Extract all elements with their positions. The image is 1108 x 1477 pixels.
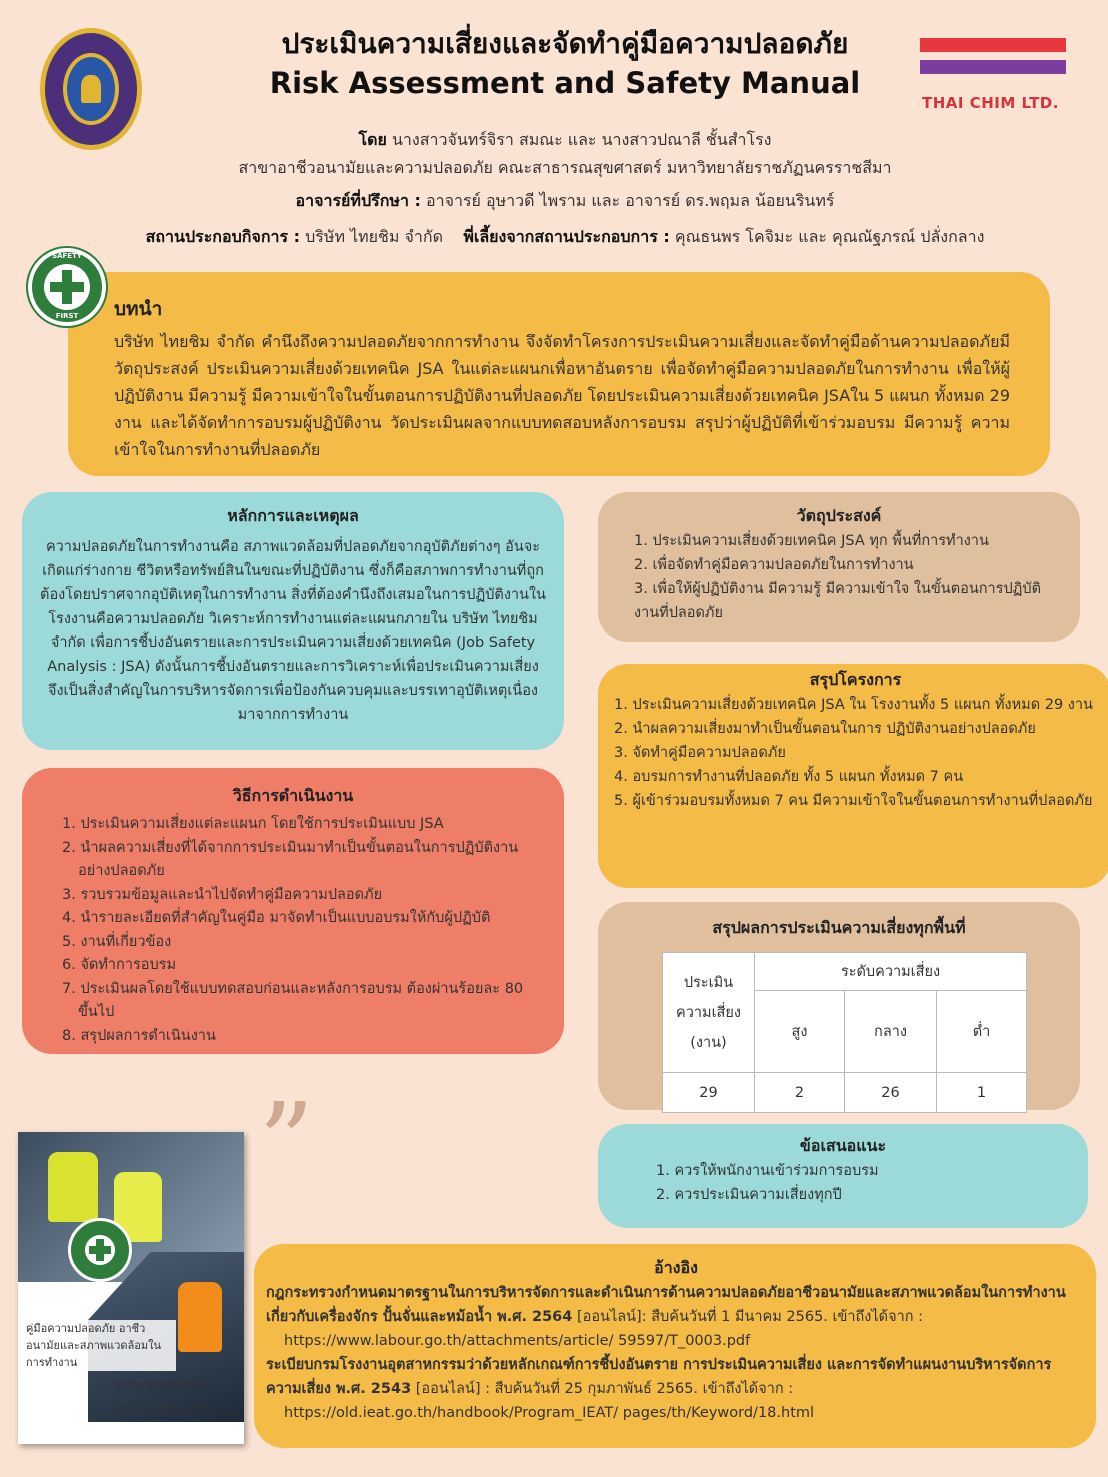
- authors-line: [60, 128, 1070, 153]
- manual-title: คู่มือความปลอดภัย อาชีวอนามัยและสภาพแวดล้อมในการทำงาน: [26, 1320, 176, 1371]
- recommendations-section: [598, 1124, 1088, 1228]
- summary-item: 1. ประเมินความเสี่ยงด้วยเทคนิค JSA ใน โรงงานทั้ง 5 แผนก ทั้งหมด 29 งาน: [614, 697, 1093, 713]
- reference-2-title: ระเบียบกรมโรงงานอุตสาหกรรมว่าด้วยหลักเกณฑ์การชี้บ่งอันตราย การประเมินความเสี่ยง และการจัดทำแผนงานบริหารจัดการความเสี่ยง พ.ศ. 2543: [266, 1357, 1052, 1397]
- reference-1-detail: [ออนไลน์]: สืบค้นวันที่ 1 มีนาคม 2565. เข้าถึงได้จาก :: [572, 1309, 924, 1325]
- company-logo-text: THAI CHIM LTD.: [922, 94, 1059, 112]
- page-title-english: Risk Assessment and Safety Manual: [269, 66, 861, 100]
- intro-section: [68, 272, 1050, 476]
- safety-manual-cover-image: [18, 1132, 244, 1444]
- table-header-assess: [663, 953, 755, 1073]
- company-name: บริษัท ไทยชิม จำกัด: [305, 227, 443, 246]
- company-label: สถานประกอบกิจการ :: [145, 227, 301, 246]
- manual-safety-badge-icon: [68, 1218, 132, 1282]
- assess-line-3: (งาน): [690, 1034, 727, 1051]
- table-header-high: สูง: [755, 991, 845, 1073]
- worker-vest-icon: [48, 1152, 98, 1222]
- recommendations-item: 2. ควรประเมินความเสี่ยงทุกปี: [656, 1187, 842, 1203]
- methods-item: 2. นำผลความเสี่ยงที่ได้จากการประเมินมาทำเป็นขั้นตอนในการปฏิบัติงานอย่างปลอดภัย: [62, 839, 519, 879]
- methods-item: 4. นำรายละเอียดที่สำคัญในคู่มือ มาจัดทำเป็นแบบอบรมให้กับผู้ปฏิบัติ: [62, 910, 491, 926]
- company-logo-purple-bar: [920, 60, 1066, 74]
- references-heading: อ้างอิง: [654, 1258, 698, 1277]
- objectives-item: 2. เพื่อจัดทำคู่มือความปลอดภัยในการทำงาน: [634, 557, 914, 573]
- table-cell-low: 1: [937, 1073, 1027, 1113]
- rationale-heading: หลักการและเหตุผล: [227, 506, 359, 525]
- table-cell-mid: 26: [845, 1073, 937, 1113]
- table-cell-assess: 29: [663, 1073, 755, 1113]
- objectives-heading: วัตถุประสงค์: [796, 506, 882, 525]
- results-section: [598, 902, 1080, 1110]
- author-names: นางสาวจันทร์จิรา สมณะ และ นางสาวปณาลี ชั้นสำโรง: [391, 130, 772, 149]
- recommendations-heading: ข้อเสนอแนะ: [799, 1136, 887, 1155]
- summary-item: 4. อบรมการทำงานที่ปลอดภัย ทั้ง 5 แผนก ทั้งหมด 7 คน: [614, 769, 964, 785]
- objectives-item: 3. เพื่อให้ผู้ปฏิบัติงาน มีความรู้ มีความเข้าใจ ในขั้นตอนการปฏิบัติงานที่ปลอดภัย: [634, 581, 1042, 621]
- reference-1-title: กฎกระทรวงกำหนดมาตรฐานในการบริหารจัดการและดำเนินการด้านความปลอดภัยอาชีวอนามัยและสภาพแวดล้อมในการทำงานเกี่ยวกับเครื่องจักร ปั้นจั่นและหม้อน้ำ พ.ศ. 2564: [266, 1285, 1066, 1325]
- intro-text: บริษัท ไทยชิม จำกัด คำนึงถึงความปลอดภัยจากการทำงาน จึงจัดทำโครงการประเมินความเสี่ยงและจัดทำคู่มือด้านความปลอดภัยมีวัตถุประสงค์ ประเมินความเสี่ยงด้วยเทคนิค JSA ในแต่ละแผนกเพื่อหาอันตราย เพื่อจัดทำคู่มือความปลอดภัยในการทำงาน เพื่อให้ผู้ปฏิบัติงาน มีความรู้ มีความเข้าใจในขั้นตอนการปฏิบัติงานที่ปลอดภัย โดยประเมินความเสี่ยงด้วยเทคนิค JSAใน 5 แผนก ทั้งหมด 29 งาน และได้จัดทำการอบรมผู้ปฏิบัติงาน วัดประเมินผลจากแบบทดสอบหลังการอบรม สรุปว่าผู้ปฏิบัติที่เข้าร่วมอบรม มีความรู้ ความเข้าใจในการทำงานที่ปลอดภัย: [114, 332, 1011, 459]
- reference-2-url: https://old.ieat.go.th/handbook/Program_IEAT/ pages/th/Keyword/18.html: [284, 1405, 815, 1421]
- table-cell-high: 2: [755, 1073, 845, 1113]
- advisor-line: [60, 189, 1070, 214]
- safety-first-badge-icon: [28, 248, 106, 326]
- affiliation-line: สาขาอาชีวอนามัยและความปลอดภัย คณะสาธารณสุขศาสตร์ มหาวิทยาลัยราชภัฏนครราชสีมา: [238, 158, 892, 177]
- references-section: [254, 1244, 1096, 1448]
- methods-section: [22, 768, 564, 1054]
- methods-item: 7. ประเมินผลโดยใช้แบบทดสอบก่อนและหลังการอบรม ต้องผ่านร้อยละ 80 ขึ้นไป: [62, 980, 524, 1020]
- badge-top-text: SAFETY: [52, 252, 82, 260]
- methods-item: 1. ประเมินความเสี่ยงแต่ละแผนก โดยใช้การประเมินแบบ JSA: [62, 816, 444, 832]
- by-label: โดย: [358, 130, 387, 149]
- advisor-names: อาจารย์ อุษาวดี ไพราม และ อาจารย์ ดร.พฤมล น้อยนรินทร์: [426, 191, 835, 210]
- table-header-low: ต่ำ: [937, 991, 1027, 1073]
- mentor-names: คุณธนพร โคจิมะ และ คุณณัฐภรณ์ ปลั่งกลาง: [674, 227, 985, 246]
- methods-item: 8. สรุปผลการดำเนินงาน: [62, 1027, 216, 1044]
- intro-heading: บทนำ: [114, 298, 163, 320]
- reference-1: [266, 1281, 1086, 1329]
- rationale-section: [22, 492, 564, 750]
- advisor-label: อาจารย์ที่ปรึกษา :: [295, 191, 421, 210]
- methods-item: 3. รวบรวมข้อมูลและนำไปจัดทำคู่มือความปลอดภัย: [62, 886, 383, 903]
- quote-mark-icon: ”: [258, 1079, 315, 1207]
- assess-line-1: ประเมิน: [683, 974, 734, 991]
- manual-company-th: บริษัท ไทยชิม จำกัด: [114, 1379, 209, 1392]
- reference-2: [266, 1353, 1086, 1401]
- company-logo-red-bar: [920, 38, 1066, 52]
- assess-line-2: ความเสี่ยง: [676, 1004, 741, 1021]
- summary-item: 2. นำผลความเสี่ยงมาทำเป็นขั้นตอนในการ ปฏิบัติงานอย่างปลอดภัย: [614, 721, 1036, 737]
- objectives-item: 1. ประเมินความเสี่ยงด้วยเทคนิค JSA ทุก พื้นที่การทำงาน: [634, 533, 989, 549]
- results-heading: สรุปผลการประเมินความเสี่ยงทุกพื้นที่: [712, 918, 966, 937]
- summary-item: 5. ผู้เข้าร่วมอบรมทั้งหมด 7 คน มีความเข้าใจในขั้นตอนการทำงานที่ปลอดภัย: [614, 793, 1093, 809]
- reference-1-url: https://www.labour.go.th/attachments/article/ 59597/T_0003.pdf: [284, 1333, 751, 1349]
- summary-section: [598, 664, 1108, 888]
- rationale-text: ความปลอดภัยในการทำงานคือ สภาพแวดล้อมที่ปลอดภัยจากอุบัติภัยต่างๆ อันจะเกิดแก่ร่างกาย ชีวิตหรือทรัพย์สินในขณะที่ปฏิบัติงาน ซึ่งก็คือสภาพการทำงานที่ถูกต้องโดยปราศจากอุบัติเหตุในการทำงาน สิ่งที่ต้องคำนึงถึงเสมอในการปฏิบัติงานในโรงงานคือความปลอดภัย วิเคราะห์การทำงานแต่ละแผนกภายใน บริษัท ไทยชิม จำกัด เพื่อการชี้บ่งอันตรายและการประเมินความเสี่ยงด้วยเทคนิค (Job Safety Analysis : JSA) ดังนั้นการชี้บ่งอันตรายและการวิเคราะห์เพื่อประเมินความเสี่ยง จึงเป็นสิ่งสำคัญในการบริหารจัดการเพื่อป้องกันควบคุมและบรรเทาอุบัติเหตุเนื่องมาจากการทำงาน: [40, 539, 546, 723]
- recommendations-item: 1. ควรให้พนักงานเข้าร่วมการอบรม: [656, 1163, 879, 1179]
- table-header-level: ระดับความเสี่ยง: [755, 953, 1027, 991]
- company-line: [40, 225, 1090, 250]
- worker-vest-icon: [178, 1282, 222, 1352]
- objectives-section: [598, 492, 1080, 642]
- table-header-mid: กลาง: [845, 991, 937, 1073]
- manual-company-en: THAI CHIM LTD.: [118, 1404, 214, 1417]
- page-title-thai: ประเมินความเสี่ยงและจัดทำคู่มือความปลอดภัย: [281, 27, 849, 60]
- risk-results-table: [662, 952, 1027, 1113]
- summary-item: 3. จัดทำคู่มือความปลอดภัย: [614, 745, 786, 761]
- methods-item: 5. งานที่เกี่ยวข้อง: [62, 933, 172, 950]
- mentor-label: พี่เลี้ยงจากสถานประกอบการ :: [463, 227, 670, 246]
- reference-2-detail: [ออนไลน์] : สืบค้นวันที่ 25 กุมภาพันธ์ 2565. เข้าถึงได้จาก :: [411, 1381, 794, 1397]
- methods-heading: วิธีการดำเนินงาน: [232, 786, 354, 805]
- summary-heading: สรุปโครงการ: [809, 670, 902, 689]
- methods-item: 6. จัดทำการอบรม: [62, 957, 177, 973]
- badge-bottom-text: FIRST: [55, 312, 79, 320]
